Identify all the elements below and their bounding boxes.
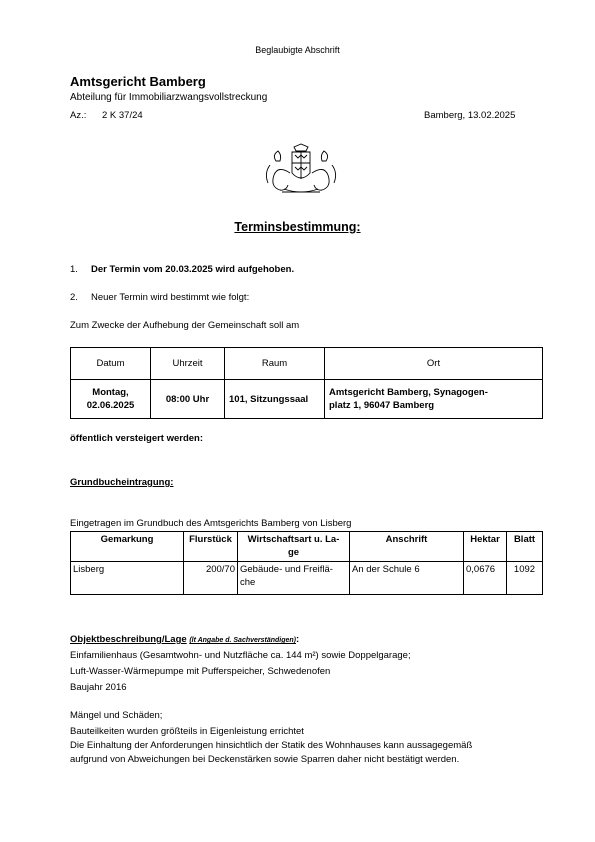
time-cell: 08:00 Uhr [151, 380, 225, 419]
defects-line: aufgrund von Abweichungen bei Deckenstärken sowie Sparren daher nicht bestätigt werden. [70, 754, 460, 765]
item-text: Der Termin vom 20.03.2025 wird aufgehoben. [91, 264, 295, 275]
object-description-line: Einfamilienhaus (Gesamtwohn- und Nutzfläche ca. 144 m²) sowie Doppelgarage; [70, 650, 411, 661]
location-line: platz 1, 96047 Bamberg [329, 400, 435, 411]
column-header: Raum [225, 348, 325, 380]
column-header: Anschrift [350, 532, 464, 562]
object-description-heading [70, 634, 299, 645]
heading-note: (lt Angabe d. Sachverständigen) [189, 637, 297, 644]
heading-text: Objektbeschreibung/Lage [70, 634, 187, 645]
defects-line: Die Einhaltung der Anforderungen hinsichtlich der Statik des Wohnhauses kann aussagegemäß [70, 740, 473, 751]
object-description-line: Baujahr 2016 [70, 682, 127, 693]
item-number: 2. [70, 292, 78, 303]
court-department: Abteilung für Immobiliarzwangsvollstreckung [70, 92, 268, 103]
table-header-row [71, 348, 543, 380]
cell-line: che [240, 577, 256, 588]
case-number-label: Az.: [70, 110, 87, 121]
date: 02.06.2025 [86, 400, 135, 411]
wirtschaftsart-cell [238, 562, 350, 595]
table-header-row [71, 532, 543, 562]
header-line: Wirtschaftsart u. La- [247, 534, 340, 545]
item-number: 1. [70, 264, 78, 275]
column-header: Blatt [507, 532, 543, 562]
column-header: Uhrzeit [151, 348, 225, 380]
land-register-intro: Eingetragen im Grundbuch des Amtsgerichts Bamberg von Lisberg [70, 518, 352, 529]
heading-colon: : [296, 634, 300, 645]
gemarkung-cell: Lisberg [71, 562, 184, 595]
column-header: Gemarkung [71, 532, 184, 562]
document-title: Terminsbestimmung: [234, 220, 361, 234]
defects-line: Bauteilkeiten wurden größteils in Eigenleistung errichtet [70, 726, 304, 737]
intro-text: Zum Zwecke der Aufhebung der Gemeinschaft soll am [70, 320, 300, 331]
flurstueck-cell: 200/70 [184, 562, 238, 595]
object-description-line: Luft-Wasser-Wärmepumpe mit Pufferspeicher, Schwedenofen [70, 666, 331, 677]
column-header: Ort [325, 348, 543, 380]
location-line: Amtsgericht Bamberg, Synagogen- [329, 387, 488, 398]
cell-line: Gebäude- und Freiflä- [240, 564, 333, 575]
location-cell [325, 380, 543, 419]
column-header: Hektar [464, 532, 507, 562]
date-cell [71, 380, 151, 419]
blatt-cell: 1092 [507, 562, 543, 595]
land-register-heading: Grundbucheintragung: [70, 477, 174, 488]
case-number: 2 K 37/24 [102, 110, 143, 121]
appointment-table [70, 347, 543, 419]
weekday: Montag, [92, 387, 129, 398]
column-header: Flurstück [184, 532, 238, 562]
auction-statement: öffentlich versteigert werden: [70, 433, 204, 444]
bavarian-coat-of-arms-icon [262, 143, 340, 195]
place-date: Bamberg, 13.02.2025 [424, 110, 516, 121]
column-header [238, 532, 350, 562]
land-register-table [70, 531, 543, 595]
hektar-cell: 0,0676 [464, 562, 507, 595]
table-row [71, 380, 543, 419]
header-line: ge [287, 547, 300, 558]
anschrift-cell: An der Schule 6 [350, 562, 464, 595]
table-row [71, 562, 543, 595]
court-name: Amtsgericht Bamberg [70, 74, 206, 89]
room-cell: 101, Sitzungssaal [225, 380, 325, 419]
document-type-label: Beglaubigte Abschrift [255, 45, 340, 55]
defects-heading: Mängel und Schäden; [70, 710, 163, 721]
item-text: Neuer Termin wird bestimmt wie folgt: [91, 292, 250, 303]
column-header: Datum [71, 348, 151, 380]
